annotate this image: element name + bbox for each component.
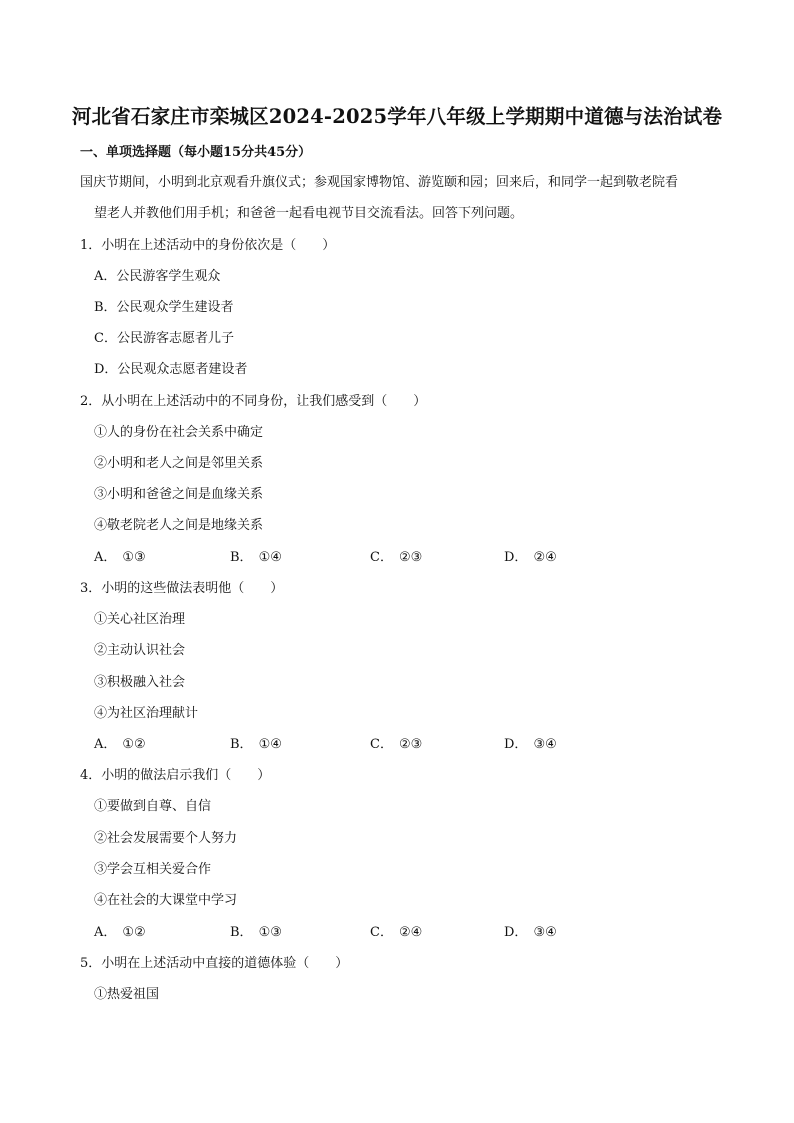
question-3-option-d[interactable]: D． ③④ [504,737,557,752]
question-2-statement-3: ③小明和爸爸之间是血缘关系 [94,487,264,502]
question-4-option-a[interactable]: A． ①② [94,925,146,940]
question-2-option-b[interactable]: B． ①④ [230,550,282,565]
question-3-stem: 3．小明的这些做法表明他（ ） [80,581,284,596]
question-2-statement-4: ④敬老院老人之间是地缘关系 [94,518,264,533]
question-2-statement-1: ①人的身份在社会关系中确定 [94,425,264,440]
question-4-statement-2: ②社会发展需要个人努力 [94,831,238,846]
question-4-option-b[interactable]: B． ①③ [230,925,282,940]
question-3-option-a[interactable]: A． ①② [94,737,146,752]
question-4-stem: 4．小明的做法启示我们（ ） [80,768,271,783]
question-2-stem: 2．从小明在上述活动中的不同身份，让我们感受到（ ） [80,394,427,409]
question-4-statement-4: ④在社会的大课堂中学习 [94,893,238,908]
question-3-option-b[interactable]: B． ①④ [230,737,282,752]
question-1-option-c[interactable]: C．公民游客志愿者儿子 [94,331,234,346]
question-3-statement-3: ③积极融入社会 [94,675,186,690]
question-2-option-c[interactable]: C． ②③ [370,550,423,565]
question-2-option-a[interactable]: A． ①③ [94,550,146,565]
page-title: 河北省石家庄市栾城区2024-2025学年八年级上学期期中道德与法治试卷 [71,105,723,128]
intro-line-1: 国庆节期间，小明到北京观看升旗仪式；参观国家博物馆、游览颐和园；回来后，和同学一起到敬老院看 [80,175,679,190]
question-3-statement-2: ②主动认识社会 [94,643,186,658]
question-5-stem: 5．小明在上述活动中直接的道德体验（ ） [80,956,349,971]
section-heading: 一、单项选择题（每小题15分共45分） [80,145,312,160]
question-4-statement-3: ③学会互相关爱合作 [94,862,212,877]
question-1-option-d[interactable]: D．公民观众志愿者建设者 [94,362,248,377]
question-3-option-c[interactable]: C． ②③ [370,737,423,752]
question-5-statement-1: ①热爱祖国 [94,987,160,1002]
question-4-option-c[interactable]: C． ②④ [370,925,423,940]
question-3-statement-4: ④为社区治理献计 [94,706,199,721]
question-1-stem: 1．小明在上述活动中的身份依次是（ ） [80,238,336,253]
question-2-option-d[interactable]: D． ②④ [504,550,557,565]
question-2-statement-2: ②小明和老人之间是邻里关系 [94,456,264,471]
question-1-option-a[interactable]: A．公民游客学生观众 [94,269,221,284]
question-4-statement-1: ①要做到自尊、自信 [94,799,212,814]
question-1-option-b[interactable]: B．公民观众学生建设者 [94,300,234,315]
question-3-statement-1: ①关心社区治理 [94,612,186,627]
question-4-option-d[interactable]: D． ③④ [504,925,557,940]
intro-line-2: 望老人并教他们用手机；和爸爸一起看电视节目交流看法。回答下列问题。 [94,206,524,221]
